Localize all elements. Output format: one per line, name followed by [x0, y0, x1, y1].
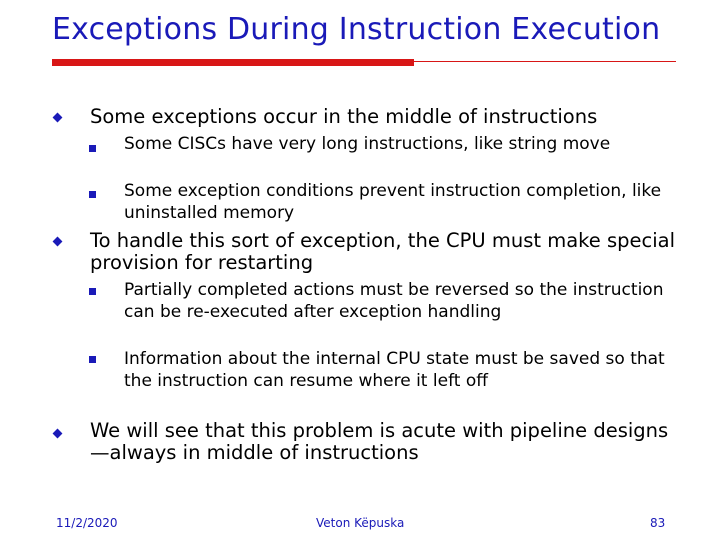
- sub-bullet-text: Partially completed actions must be reversed so the instruction can be re-executed after exception handling: [124, 280, 664, 322]
- sub-bullet-text: Information about the internal CPU state must be saved so that the instruction can resume where it left off: [124, 349, 665, 391]
- diamond-bullet-icon: [53, 237, 63, 247]
- diamond-bullet-icon: [53, 429, 63, 439]
- sub-bullet-text: Some exception conditions prevent instruction completion, like uninstalled memory: [124, 181, 662, 223]
- diamond-bullet-icon: [53, 113, 63, 123]
- bullet-text: We will see that this problem is acute with pipeline designs—always in middle of instructions: [90, 419, 669, 464]
- bullet-text: Some exceptions occur in the middle of instructions: [90, 105, 598, 128]
- title-underline-thick: [52, 59, 414, 66]
- footer-author: Veton Këpuska: [316, 516, 405, 530]
- square-bullet-icon: [89, 145, 96, 152]
- title-underline-thin: [414, 61, 676, 62]
- sub-bullet-text: Some CISCs have very long instructions, like string move: [124, 134, 611, 154]
- square-bullet-icon: [89, 288, 96, 295]
- page-number: 83: [650, 516, 666, 530]
- square-bullet-icon: [89, 191, 96, 198]
- footer-date: 11/2/2020: [56, 516, 118, 530]
- square-bullet-icon: [89, 356, 96, 363]
- slide-title: Exceptions During Instruction Execution: [52, 12, 661, 47]
- bullet-text: To handle this sort of exception, the CPU must make special provision for restarting: [90, 229, 675, 274]
